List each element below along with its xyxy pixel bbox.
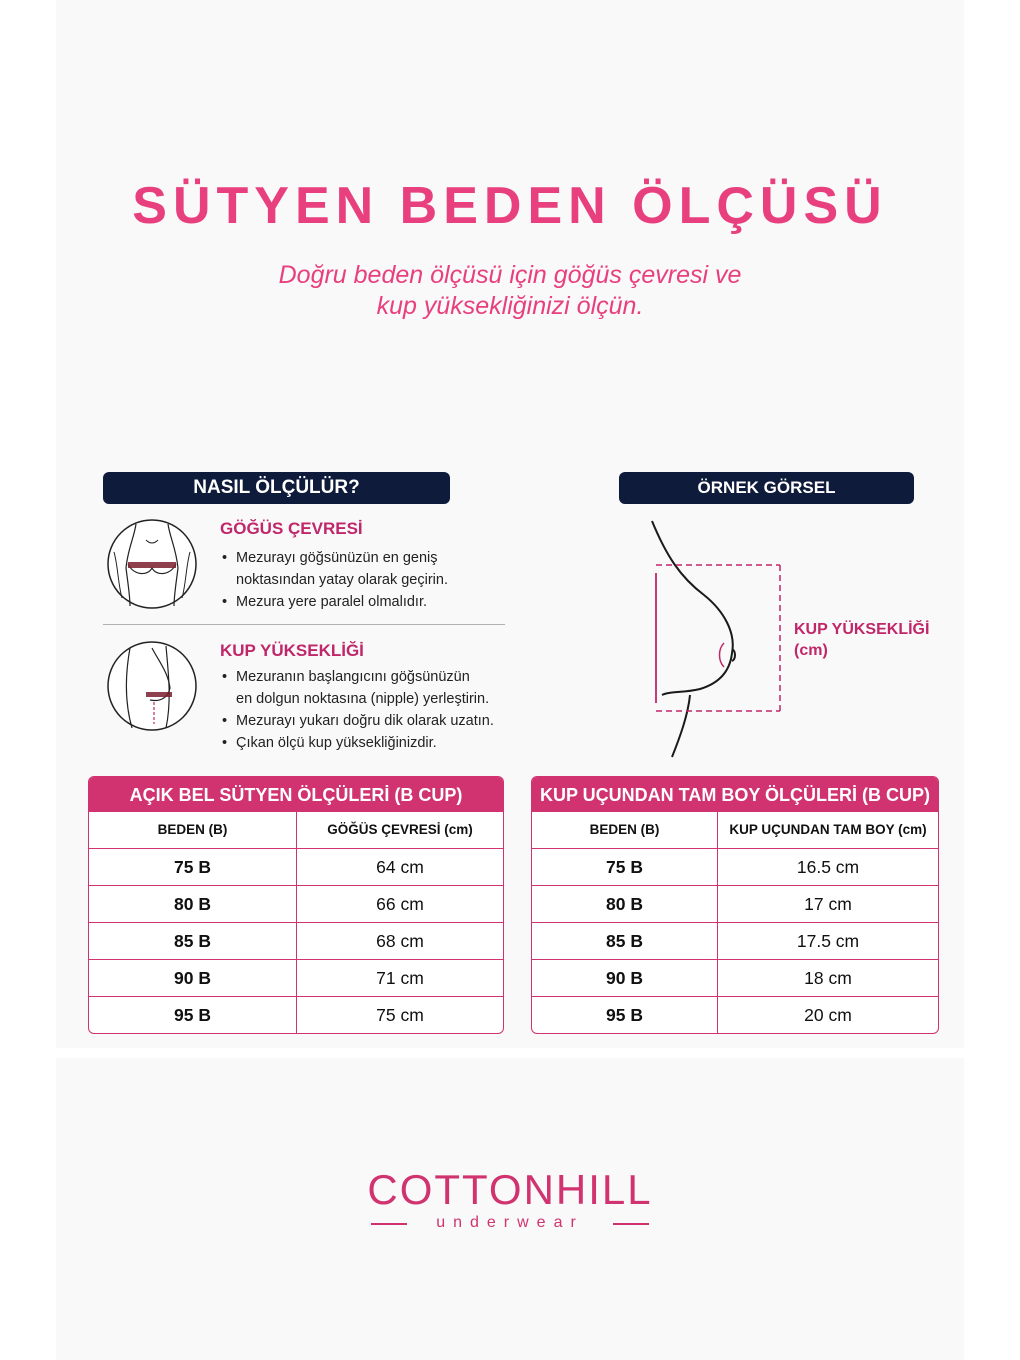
cup-bullets bbox=[222, 666, 494, 754]
value-cell: 18 cm bbox=[804, 968, 852, 988]
value-cell: 17.5 cm bbox=[796, 931, 860, 951]
example-header: ÖRNEK GÖRSEL bbox=[619, 472, 914, 504]
list-item: • Mezurayı yukarı doğru dik olarak uzatın. bbox=[222, 713, 494, 729]
value-cell: 66 cm bbox=[376, 894, 424, 914]
value-cell: 71 cm bbox=[376, 968, 424, 988]
table-row bbox=[532, 848, 938, 885]
chest-title: GÖĞÜS ÇEVRESİ bbox=[220, 519, 363, 538]
value-cell: 75 cm bbox=[376, 1005, 424, 1025]
cup-measure-icon bbox=[106, 640, 198, 732]
list-item-continued: en dolgun noktasına (nipple) yerleştirin. bbox=[236, 691, 490, 707]
value-cell: 68 cm bbox=[376, 931, 424, 951]
cup-height-label-text: KUP YÜKSEKLİĞİ bbox=[794, 621, 930, 638]
table-row bbox=[532, 922, 938, 959]
list-item: • Mezurayı göğsünüzün en geniş bbox=[222, 550, 438, 566]
table-row bbox=[89, 996, 503, 1033]
column-header: BEDEN (B) bbox=[532, 812, 718, 848]
value-cell: 16.5 cm bbox=[796, 857, 860, 877]
size-cell: 90 B bbox=[89, 960, 297, 996]
list-item: • Mezuranın başlangıcını göğsünüzün bbox=[222, 669, 470, 685]
table-row bbox=[89, 959, 503, 996]
open-waist-size-table bbox=[88, 776, 504, 1034]
column-header: BEDEN (B) bbox=[89, 812, 297, 848]
page-title: SÜTYEN BEDEN ÖLÇÜSÜ bbox=[132, 177, 888, 235]
brand-logo: COTTONHILL bbox=[367, 1166, 653, 1213]
size-cell: 95 B bbox=[89, 997, 297, 1033]
list-item: • Mezura yere paralel olmalıdır. bbox=[222, 594, 427, 610]
size-cell: 95 B bbox=[532, 997, 718, 1033]
value-cell: 20 cm bbox=[804, 1005, 852, 1025]
table-title: KUP UÇUNDAN TAM BOY ÖLÇÜLERİ (B CUP) bbox=[532, 777, 938, 811]
size-cell: 85 B bbox=[89, 923, 297, 959]
table-row bbox=[532, 959, 938, 996]
chest-measure-icon bbox=[106, 518, 198, 610]
column-header: GÖĞÜS ÇEVRESİ (cm) bbox=[327, 822, 473, 837]
subtitle-line-2: kup yüksekliğinizi ölçün. bbox=[376, 292, 644, 320]
list-item-continued: noktasından yatay olarak geçirin. bbox=[236, 572, 448, 588]
table-row bbox=[532, 885, 938, 922]
size-cell: 85 B bbox=[532, 923, 718, 959]
table-row bbox=[89, 922, 503, 959]
divider bbox=[103, 624, 505, 625]
cup-height-unit: (cm) bbox=[794, 642, 828, 659]
size-cell: 80 B bbox=[89, 886, 297, 922]
how-to-header: NASIL ÖLÇÜLÜR? bbox=[103, 472, 450, 504]
subtitle-line-1: Doğru beden ölçüsü için göğüs çevresi ve bbox=[278, 261, 742, 289]
size-cell: 90 B bbox=[532, 960, 718, 996]
cup-height-label bbox=[794, 619, 929, 661]
table-row bbox=[532, 996, 938, 1033]
table-header-row bbox=[532, 811, 938, 848]
column-header: KUP UÇUNDAN TAM BOY (cm) bbox=[729, 822, 927, 837]
table-row bbox=[89, 848, 503, 885]
size-cell: 75 B bbox=[89, 849, 297, 885]
page-subtitle bbox=[0, 260, 1020, 322]
table-title: AÇIK BEL SÜTYEN ÖLÇÜLERİ (B CUP) bbox=[89, 777, 503, 811]
value-cell: 64 cm bbox=[376, 857, 424, 877]
table-header-row bbox=[89, 811, 503, 848]
section-gap bbox=[56, 1048, 964, 1058]
table-row bbox=[89, 885, 503, 922]
size-cell: 80 B bbox=[532, 886, 718, 922]
chest-bullets bbox=[222, 547, 448, 613]
value-cell: 17 cm bbox=[804, 894, 852, 914]
brand-tagline: underwear bbox=[436, 1214, 584, 1231]
full-length-size-table bbox=[531, 776, 939, 1034]
size-cell: 75 B bbox=[532, 849, 718, 885]
cup-title: KUP YÜKSEKLİĞİ bbox=[220, 641, 364, 660]
breast-profile-diagram bbox=[620, 515, 790, 765]
brand-rule-right bbox=[613, 1223, 649, 1225]
list-item: • Çıkan ölçü kup yüksekliğinizdir. bbox=[222, 735, 437, 751]
